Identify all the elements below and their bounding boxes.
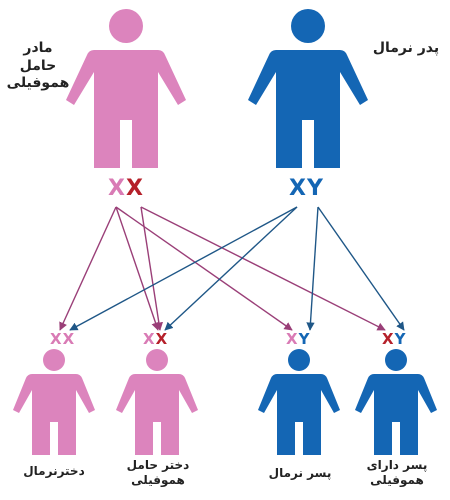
father-chromosomes bbox=[289, 176, 324, 201]
mother-label-line1: مادر حامل bbox=[19, 40, 57, 74]
child4-chromosomes bbox=[382, 330, 406, 348]
child2-label bbox=[117, 458, 199, 488]
arrow-mother-x1-to-child2 bbox=[116, 207, 158, 330]
arrow-father-y-to-child4 bbox=[318, 207, 404, 330]
child4-chromosome-x-hemophilia: X bbox=[382, 330, 395, 348]
child4-label-line2: هموفیلی bbox=[370, 473, 424, 487]
mother-chromosome-x-normal: X bbox=[108, 176, 126, 201]
arrow-mother-x2-to-child2 bbox=[141, 207, 160, 330]
child1-label-line1: دخترنرمال bbox=[23, 464, 85, 478]
child2-chromosome-x-hemophilia: X bbox=[155, 330, 169, 348]
father-chromosome-x: X bbox=[289, 176, 307, 201]
father-label bbox=[368, 40, 444, 58]
mother-arrows bbox=[60, 207, 385, 330]
child1-chromosome-x-paternal: X bbox=[62, 330, 76, 348]
child4-label-line1: پسر دارای bbox=[366, 458, 428, 472]
child1-label bbox=[14, 464, 94, 479]
child1-chromosomes bbox=[50, 330, 75, 348]
child3-label-line1: پسر نرمال bbox=[268, 466, 332, 480]
father-label-text: پدر نرمال bbox=[372, 40, 440, 56]
child2-label-line1: دختر حامل bbox=[126, 458, 190, 472]
child-figure-4 bbox=[355, 349, 437, 455]
arrow-mother-x1-to-child1 bbox=[60, 207, 116, 330]
child-figure-2 bbox=[116, 349, 198, 455]
mother-chromosomes bbox=[108, 176, 144, 201]
child-figure-3 bbox=[258, 349, 340, 455]
child1-chromosome-x-maternal: X bbox=[50, 330, 63, 348]
father-figure bbox=[248, 9, 368, 168]
father-chromosome-y: Y bbox=[306, 176, 324, 201]
arrow-mother-x1-to-child3 bbox=[116, 207, 292, 330]
child4-chromosome-y: Y bbox=[394, 330, 407, 348]
mother-chromosome-x-hemophilia: X bbox=[125, 176, 144, 201]
mother-figure bbox=[66, 9, 186, 168]
child4-label bbox=[356, 458, 438, 488]
father-arrows bbox=[70, 207, 404, 330]
child2-chromosome-x-paternal: X bbox=[143, 330, 156, 348]
child2-chromosomes bbox=[143, 330, 168, 348]
child3-label bbox=[260, 466, 340, 481]
child3-chromosome-y: Y bbox=[298, 330, 311, 348]
child-figure-1 bbox=[13, 349, 95, 455]
mother-label bbox=[6, 40, 70, 93]
child2-label-line2: هموفیلی bbox=[131, 473, 185, 487]
child3-chromosomes bbox=[286, 330, 310, 348]
child3-chromosome-x: X bbox=[286, 330, 299, 348]
mother-label-line2: هموفیلی bbox=[6, 75, 70, 91]
arrow-father-y-to-child3 bbox=[310, 207, 318, 330]
